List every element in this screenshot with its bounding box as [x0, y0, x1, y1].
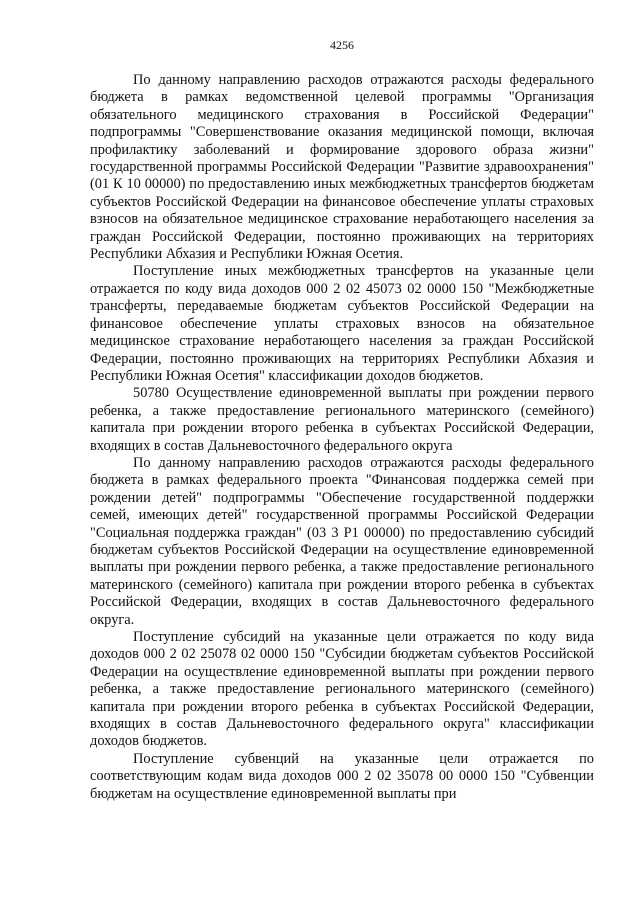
page-number: 4256: [330, 38, 354, 52]
paragraph-4: По данному направлению расходов отражаются расходы федерального бюджета в рамках федерального проекта "Финансовая поддержка семей при рождении детей" подпрограммы "Обеспечение государственной поддержки семей, имеющих детей" государственной программы Российской Федерации "Социальная поддержка граждан" (03 3 P1 00000) по предоставлению субсидий бюджетам субъектов Российской Федерации на осуществление единовременной выплаты при рождении первого ребенка, а также предоставление регионального материнского (семейного) капитала при рождении второго ребенка в субъектах Российской Федерации, входящих в состав Дальневосточного федерального округа.: [90, 454, 594, 628]
paragraph-1: По данному направлению расходов отражаются расходы федерального бюджета в рамках ведомственной целевой программы "Организация обязательного медицинского страхования в Российской Федерации" подпрограммы "Совершенствование оказания медицинской помощи, включая профилактику заболеваний и формирование здорового образа жизни" государственной программы Российской Федерации "Развитие здравоохранения" (01 К 10 00000) по предоставлению иных межбюджетных трансфертов бюджетам субъектов Российской Федерации на финансовое обеспечение уплаты страховых взносов на обязательное медицинское страхование неработающего населения за граждан Российской Федерации, постоянно проживающих на территориях Республики Абхазия и Республики Южная Осетия.: [90, 72, 594, 263]
paragraph-2: Поступление иных межбюджетных трансфертов на указанные цели отражается по коду вида доходов 000 2 02 45073 02 0000 150 "Межбюджетные трансферты, передаваемые бюджетам субъектов Российской Федерации на финансовое обеспечение уплаты страховых взносов на обязательное медицинское страхование неработающего населения за граждан Российской Федерации, постоянно проживающих на территориях Республики Абхазия и Республики Южная Осетия" классификации доходов бюджетов.: [90, 263, 594, 384]
paragraph-6: Поступление субвенций на указанные цели отражается по соответствующим кодам вида доходов 000 2 02 35078 00 0000 150 "Субвенции бюджетам на осуществление единовременной выплаты при: [90, 750, 594, 802]
paragraph-3: 50780 Осуществление единовременной выплаты при рождении первого ребенка, а также предоставление регионального материнского (семейного) капитала при рождении второго ребенка в субъектах Российской Федерации, входящих в состав Дальневосточного федерального округа: [90, 385, 594, 454]
paragraph-5: Поступление субсидий на указанные цели отражается по коду вида доходов 000 2 02 25078 02 0000 150 "Субсидии бюджетам субъектов Российской Федерации на осуществление единовременной выплаты при рождении первого ребенка, а также предоставление регионального материнского (семейного) капитала при рождении второго ребенка в субъектах Российской Федерации, входящих в состав Дальневосточного федерального округа" классификации доходов бюджетов.: [90, 629, 594, 750]
